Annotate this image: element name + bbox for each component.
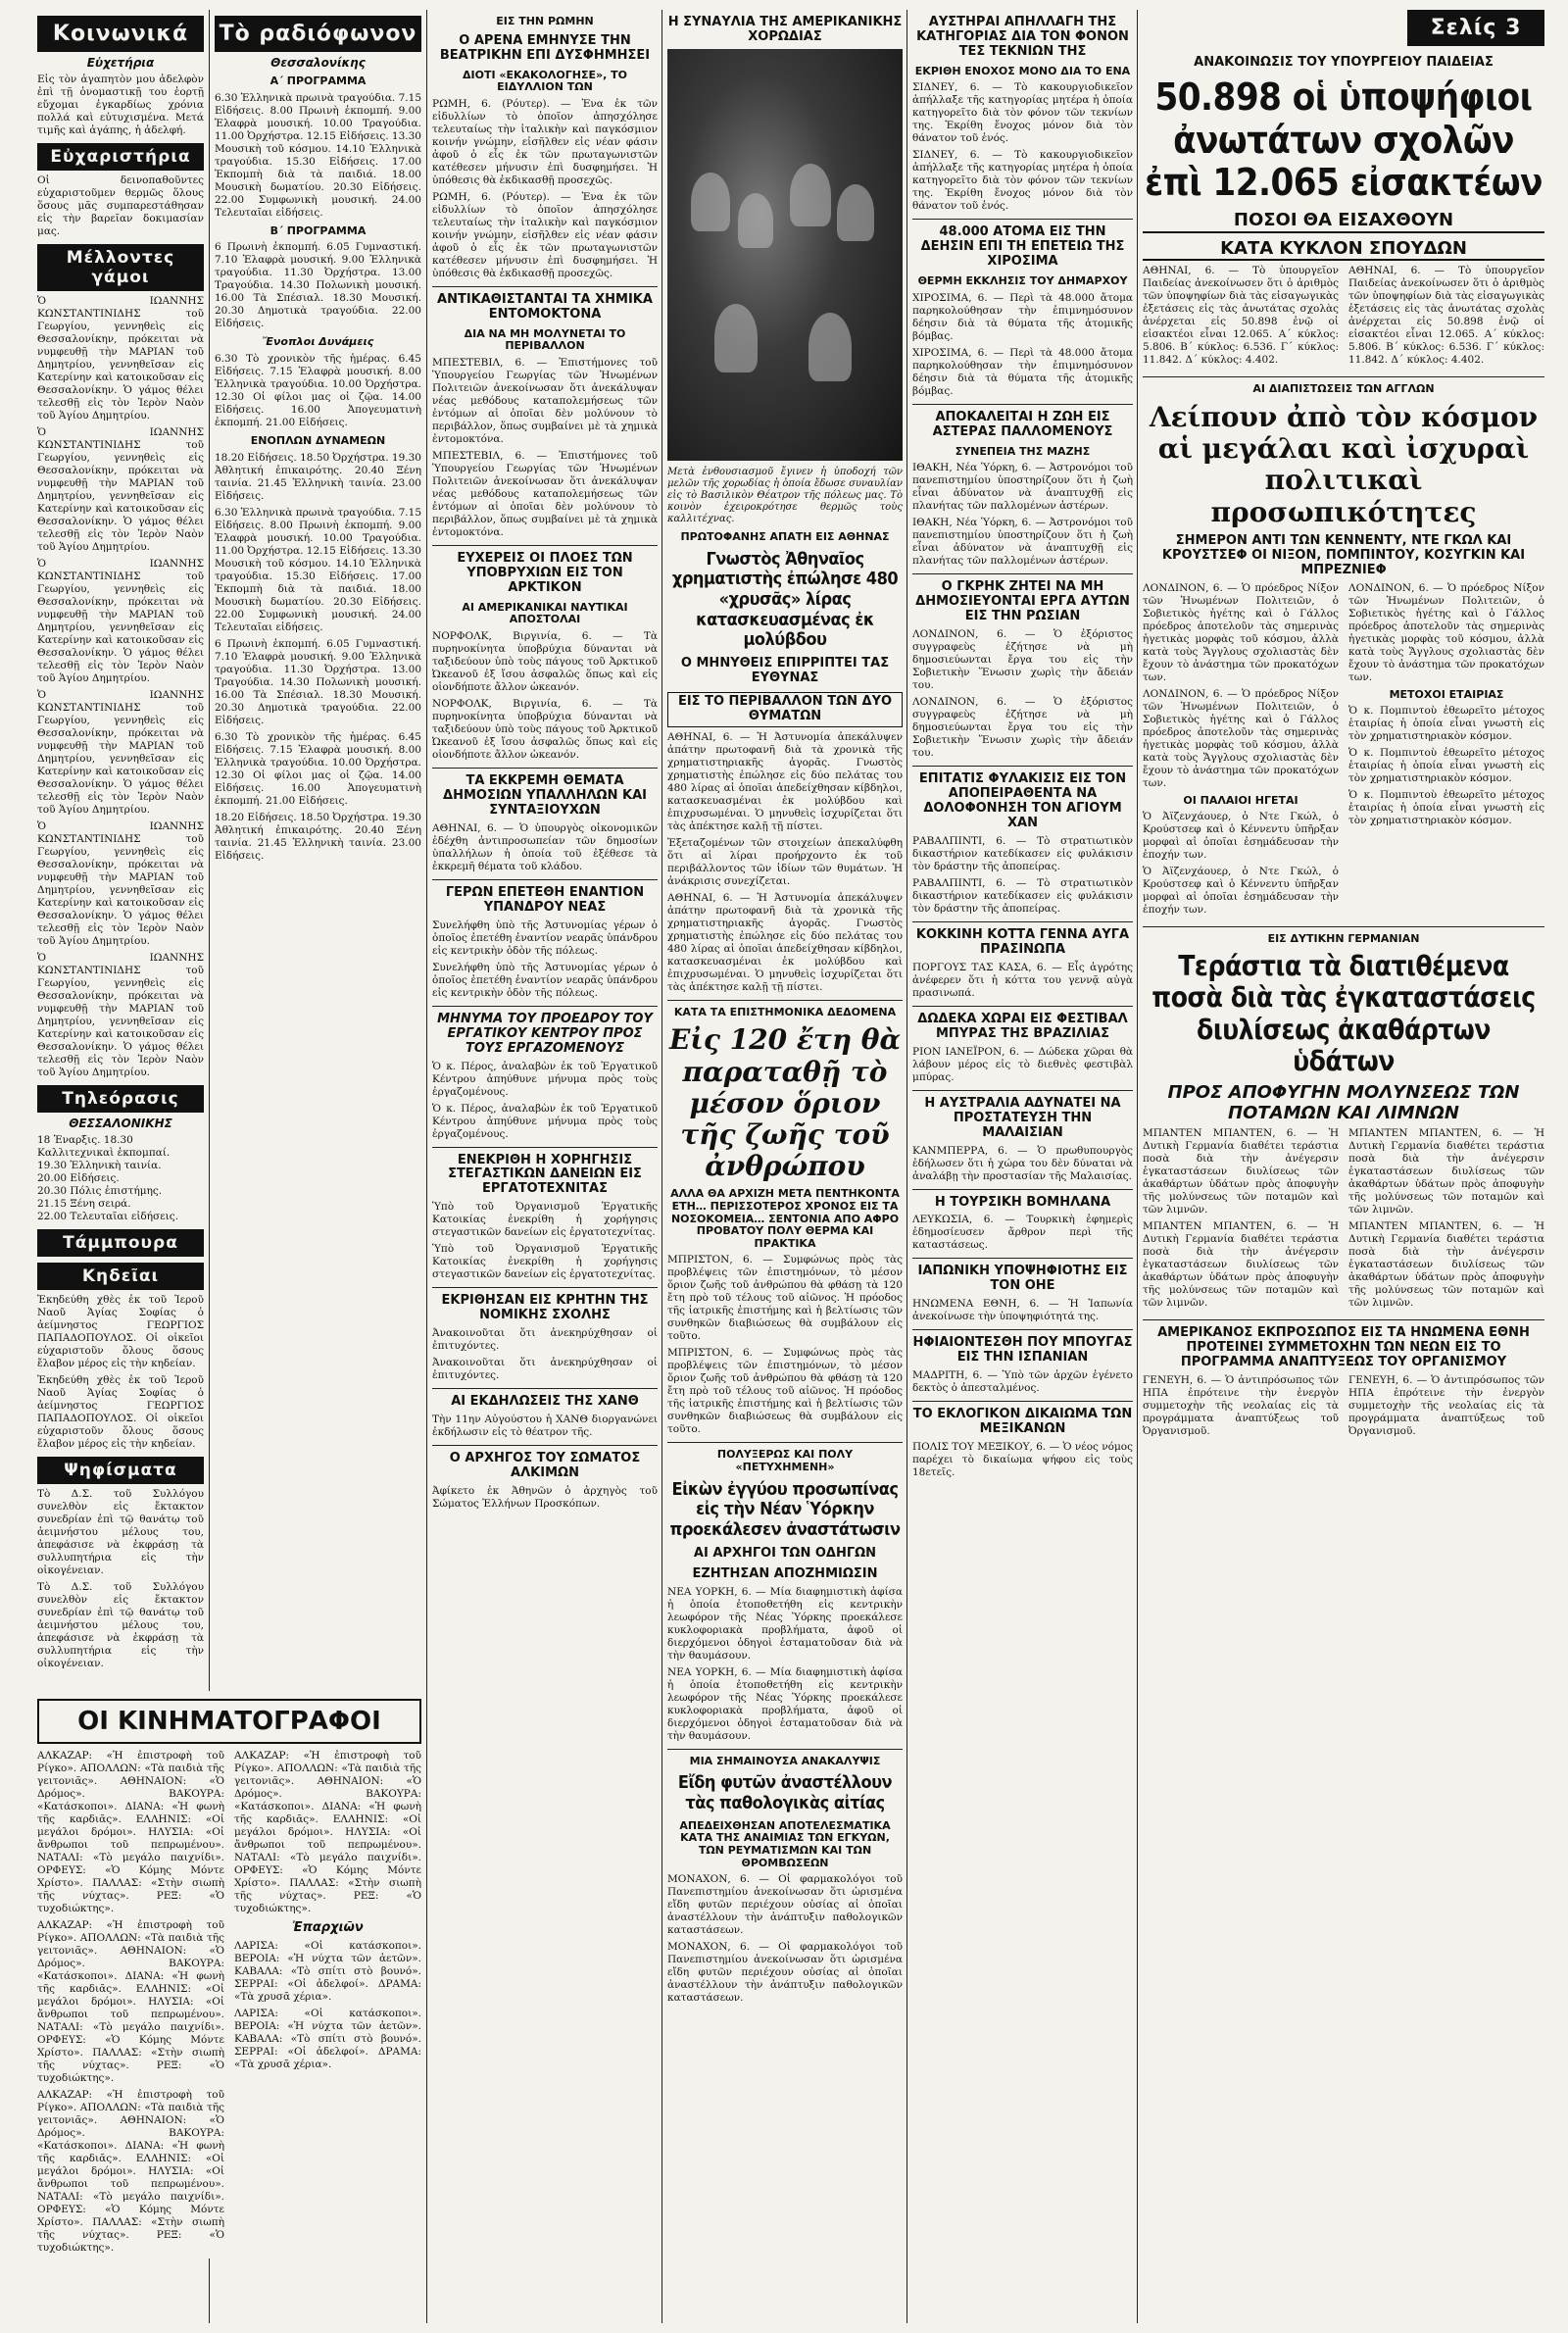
headline-kicker: ΠΡΩΤΟΦΑΝΗΣ ΑΠΑΤΗ ΕΙΣ ΑΘΗΝΑΣ — [680, 529, 890, 543]
article-text: ΣΙΔΝΕΥ, 6. — Τὸ κακουργιοδικεῖον ἀπήλλαξε τῆς κατηγορίας μητέρα ἡ ὁποία κατηγορεῖτο διὰ τὸν φόνον τῶν τεκνίων της. Ἐκρίθη ἔνοχος μόνον διὰ τὸν θάνατον τοῦ ἑνός. — [912, 149, 1133, 213]
tv-listing: 18 Ἐναρξις. 18.30 Καλλιτεχνικαὶ ἐκπομπαί. — [37, 1134, 171, 1159]
headline: Ο ΑΡΧΗΓΟΣ ΤΟΥ ΣΩΜΑΤΟΣ ΑΛΚΙΜΩΝ — [449, 1451, 641, 1481]
headline: ΑΝΤΙΚΑΘΙΣΤΑΝΤΑΙ ΤΑ ΧΗΜΙΚΑ ΕΝΤΟΜΟΚΤΟΝΑ — [437, 291, 653, 322]
article-text: ΛΟΝΔΙΝΟΝ, 6. — Ὁ ἐξόριστος συγγραφεὺς ἐζήτησε νὰ μὴ δημοσιεύωνται ἔργα του εἰς τὴν Σοβιετικὴν Ἕνωσιν χωρὶς τὴν ἄδειάν του. — [912, 628, 1133, 692]
article-text: ΜΠΑΝΤΕΝ ΜΠΑΝΤΕΝ, 6. — Ἡ Δυτικὴ Γερμανία διαθέτει τεράστια ποσὰ διὰ τὴν ἀνέγερσιν ἐγκαταστάσεων διυλίσεως τῶν ἀκαθάρτων ὑδάτων πρὸς ἀποφυγὴν τῆς μολύνσεως τῶν ποταμῶν καὶ τῶν λιμνῶν. — [1143, 1220, 1339, 1310]
article-text: ΜΟΝΑΧΟΝ, 6. — Οἱ φαρμακολόγοι τοῦ Πανεπιστημίου ἀνεκοίνωσαν ὅτι ὡρισμένα εἴδη φυτῶν περιέχουν οὐσίας αἱ ὁποῖαι ἀναστέλλουν τὴν ἀνάπτυξιν παθολογικῶν καταστάσεων. — [667, 1873, 903, 1937]
article-text: ΛΟΝΔΙΝΟΝ, 6. — Ὁ πρόεδρος Νίξον τῶν Ἡνωμένων Πολιτειῶν, ὁ Σοβιετικὸς ἡγέτης καὶ ὁ Γάλλος πρόεδρος ἀποτελοῦν τὰς σημερινὰς ἡγετικὰς μορφὰς τοῦ κόσμου, ἀλλὰ κατὰ τοὺς Ἄγγλους σχολιαστὰς δὲν ἔχουν τὸ ἀνάστημα τῶν προκατόχων των. — [1143, 581, 1339, 683]
headline: Η ΤΟΥΡΣΙΚΗ ΒΟΜΗΛΑΝΑ — [934, 1194, 1111, 1210]
headline: ΓΕΡΩΝ ΕΠΕΤΕΘΗ ΕΝΑΝΤΙΟΝ ΥΠΑΝΔΡΟΥ ΝΕΑΣ — [445, 884, 645, 915]
tv-listing: 20.00 Εἰδήσεις. — [37, 1172, 120, 1184]
article-text: Ἀνακοινοῦται ὅτι ἀνεκηρύχθησαν οἱ ἐπιτυχόντες. — [432, 1327, 658, 1353]
headline: ΤΟ ΕΚΛΟΓΙΚΟΝ ΔΙΚΑΙΩΜΑ ΤΩΝ ΜΕΞΙΚΑΝΩΝ — [912, 1407, 1133, 1437]
article-text: Ὁ ΙΩΑΝΝΗΣ ΚΩΝΣΤΑΝΤΙΝΙΔΗΣ τοῦ Γεωργίου, γεννηθεὶς εἰς Θεσσαλονίκην, πρόκειται νὰ νυμφευθῇ τὴν ΜΑΡΙΑΝ τοῦ Δημητρίου, γεννηθεῖσαν εἰς Κατερίνην καὶ κατοικοῦσαν εἰς Θεσσαλονίκην. Ὁ γάμος θέλει τελεσθῇ εἰς τὸν Ἱερὸν Ναὸν τοῦ Ἁγίου Δημητρίου. — [37, 558, 204, 684]
radio-listing: 6.30 Ἑλληνικὰ πρωινὰ τραγούδια. 7.15 Εἰδήσεις. 8.00 Πρωινὴ ἐκπομπή. 9.00 Ἐλαφρὰ μουσική. 10.00 Τραγούδια. 11.00 Ὀρχήστρα. 12.15 Εἰδήσεις. 13.30 Μουσικὴ τοῦ κόσμου. 14.10 Ἑλληνικὰ τραγούδια. 15.30 Εἰδήσεις. 17.00 Ἐκπομπὴ διὰ τὰ παιδιά. 18.00 Μουσικὴ δωματίου. 20.30 Εἰδήσεις. 22.00 Συμφωνικὴ μουσική. 24.00 Τελευταῖαι εἰδήσεις. — [215, 506, 421, 633]
article-text: ΑΘΗΝΑΙ, 6. — Ὁ ὑπουργὸς οἰκονομικῶν ἐδέχθη ἀντιπροσωπείαν τῶν δημοσίων ὑπαλλήλων ἡ ὁποία τοῦ ἐξέθεσε τὰ ἐκκρεμῆ θέματα τοῦ κλάδου. — [432, 821, 658, 872]
article-text: ΡΑΒΑΛΠΙΝΤΙ, 6. — Τὸ στρατιωτικὸν δικαστήριον κατεδίκασεν εἰς φυλάκισιν τὸν δράστην τῆς ἀποπείρας. — [912, 834, 1133, 872]
article-text: ΑΘΗΝΑΙ, 6. — Ἡ Ἀστυνομία ἀπεκάλυψεν ἀπάτην πρωτοφανῆ διὰ τὰ χρονικὰ τῆς χρηματιστηριακῆς ἀγορᾶς. Γνωστὸς χρηματιστὴς ἐπώλησε εἰς δύο πελάτας του 480 λίρας αἱ ὁποῖαι ἀπεδείχθησαν κίβδηλοι, κατασκευασμέναι ἐκ μολύβδου καὶ ἐπιχρυσωμέναι. Ὁ μηνυθεὶς ἰσχυρίζεται ὅτι τὰς ἀπέκτησε καλῇ τῇ πίστει. — [667, 730, 903, 832]
article-text: ΜΠΑΝΤΕΝ ΜΠΑΝΤΕΝ, 6. — Ἡ Δυτικὴ Γερμανία διαθέτει τεράστια ποσὰ διὰ τὴν ἀνέγερσιν ἐγκαταστάσεων διυλίσεως τῶν ἀκαθάρτων ὑδάτων πρὸς ἀποφυγὴν τῆς μολύνσεως τῶν ποταμῶν καὶ τῶν λιμνῶν. — [1143, 1127, 1339, 1216]
article-text: ΑΘΗΝΑΙ, 6. — Τὸ ὑπουργεῖον Παιδείας ἀνεκοίνωσεν ὅτι ὁ ἀριθμὸς τῶν ὑποψηφίων διὰ τὰς εἰσαγωγικὰς ἐξετάσεις εἰς τὰς ἀνωτάτας σχολὰς ἀνέρχεται εἰς 50.898 ἐνῷ οἱ εἰσακτέοι εἶναι 12.065. Α΄ κύκλος: 5.806. Β΄ κύκλος: 6.536. Γ΄ κύκλος: 11.842. Δ΄ κύκλος: 4.402. — [1143, 265, 1339, 367]
article-text: ΜΠΡΙΣΤΟΝ, 6. — Συμφώνως πρὸς τὰς προβλέψεις τῶν ἐπιστημόνων, τὸ μέσον ὅριον ζωῆς τοῦ ἀνθρώπου θὰ φθάσῃ τὰ 120 ἔτη πρὸ τοῦ τέλους τοῦ αἰῶνος. Ἡ πρόοδος τῆς ἰατρικῆς ἐπιστήμης καὶ ἡ βελτίωσις τῶν συνθηκῶν διαβιώσεως θὰ συμβάλουν εἰς τοῦτο. — [667, 1347, 903, 1436]
section-banner-resolutions: Ψηφίσματα — [37, 1457, 204, 1484]
article-text: Ὁ κ. Πομπιντοὺ ἐθεωρεῖτο μέτοχος ἑταιρίας ἡ ὁποία εἶναι γνωστὴ εἰς τὸν χρηματιστηριακὸν κόσμον. — [1348, 746, 1544, 784]
headline-main: Εἴδη φυτῶν ἀναστέλλουν τὰς παθολογικὰς αἰτίας — [677, 1772, 893, 1814]
article-text: ΜΠΕΣΤΕΒΙΛ, 6. — Ἐπιστήμονες τοῦ Ὑπουργείου Γεωργίας τῶν Ἡνωμένων Πολιτειῶν ἀνεκοίνωσαν ὅτι ἀνεκάλυψαν νέας μεθόδους καταπολεμήσεως τῶν ἐντόμων αἱ ὁποῖαι δὲν μολύνουν τὸ περιβάλλον, ὅπως συμβαίνει μὲ τὰ χημικὰ ἐντομοκτόνα. — [432, 449, 658, 538]
headline-sub: ΣΗΜΕΡΟΝ ΑΝΤΙ ΤΩΝ ΚΕΝΝΕΝΤΥ, ΝΤΕ ΓΚΩΛ ΚΑΙ ΚΡΟΥΣΤΣΕΦ ΟΙ ΝΙΞΟΝ, ΠΟΜΠΙΝΤΟΥ, ΚΟΣΥΓΚΙΝ ΚΑΙ ΜΠΡΕΖΝΙΕΦ — [1161, 532, 1526, 577]
cinema-listing: ΑΛΚΑΖΑΡ: «Ἡ ἐπιστροφὴ τοῦ Ρίγκο». ΑΠΟΛΛΩΝ: «Τὰ παιδιὰ τῆς γειτονιᾶς». ΑΘΗΝΑΙΟΝ: «Ὁ Δρόμος». ΒΑΚΟΥΡΑ: «Κατάσκοποι». ΔΙΑΝΑ: «Ἡ φωνὴ τῆς καρδιᾶς». ΕΛΛΗΝΙΣ: «Οἱ μεγάλοι δρόμοι». ΗΛΥΣΙΑ: «Οἱ ἄνθρωποι τοῦ πεπρωμένου». ΝΑΤΑΛΙ: «Τὸ μεγάλο παιχνίδι». ΟΡΦΕΥΣ: «Ὁ Κόμης Μόντε Χρίστο». ΠΑΛΛΑΣ: «Στὴν σιωπὴ τῆς νύχτας». ΡΕΞ: «Ὁ τυχοδιώκτης». — [234, 1750, 421, 1914]
headline: ΕΚΡΙΘΗΣΑΝ ΕΙΣ ΚΡΗΤΗΝ ΤΗΣ ΝΟΜΙΚΗΣ ΣΧΟΛΗΣ — [441, 1293, 649, 1323]
headline-sub: ΔΙΑ ΝΑ ΜΗ ΜΟΛΥΝΕΤΑΙ ΤΟ ΠΕΡΙΒΑΛΛΟΝ — [464, 326, 626, 353]
headline: Ο ΓΚΡΗΚ ΖΗΤΕΙ ΝΑ ΜΗ ΔΗΜΟΣΙΕΥΟΝΤΑΙ ΕΡΓΑ ΑΥΤΩΝ ΕΙΣ ΤΗΝ ΡΩΣΙΑΝ — [915, 579, 1130, 624]
article-text: Ὁ ΙΩΑΝΝΗΣ ΚΩΝΣΤΑΝΤΙΝΙΔΗΣ τοῦ Γεωργίου, γεννηθεὶς εἰς Θεσσαλονίκην, πρόκειται νὰ νυμφευθῇ τὴν ΜΑΡΙΑΝ τοῦ Δημητρίου, γεννηθεῖσαν εἰς Κατερίνην καὶ κατοικοῦσαν εἰς Θεσσαλονίκην. Ὁ γάμος θέλει τελεσθῇ εἰς τὸν Ἱερὸν Ναὸν τοῦ Ἁγίου Δημητρίου. — [37, 952, 204, 1078]
headline-sub: ΔΙΟΤΙ «ΕΚΑΚΟΛΟΓΗΣΕ», ΤΟ ΕΙΔΥΛΛΙΟΝ ΤΩΝ — [463, 68, 627, 94]
article-text: Τὸ Δ.Σ. τοῦ Συλλόγου συνελθὸν εἰς ἔκτακτον συνεδρίαν ἐπὶ τῷ θανάτῳ τοῦ ἀειμνήστου μέλους του, ἀπεφάσισε νὰ ἐκφράσῃ τὰ συλλυπητήρια εἰς τὴν οἰκογένειαν. — [37, 1581, 204, 1669]
radio-listing: 6.30 Τὸ χρονικὸν τῆς ἡμέρας. 6.45 Εἰδήσεις. 7.15 Ἐλαφρὰ μουσική. 8.00 Ἐλληνικὰ τραγούδια. 10.00 Ὀρχήστρα. 12.30 Οἱ φίλοι μας οἱ ζῷα. 14.00 Εἰδήσεις. 16.00 Ἀπογευματινὴ ἐκπομπή. 21.00 Εἰδήσεις. — [215, 352, 421, 428]
article-text: ΝΟΡΦΟΛΚ, Βιργινία, 6. — Τὰ πυρηνοκίνητα ὑποβρύχια δύνανται νὰ ταξιδεύουν ὑπὸ τοὺς πάγους τοῦ Ἀρκτικοῦ Ὠκεανοῦ ἐξ ἴσου ἀσφαλῶς ὅπως καὶ εἰς οἱονδήποτε ἄλλον ὠκεανόν. — [432, 630, 658, 694]
article-text: ΓΕΝΕΥΗ, 6. — Ὁ ἀντιπρόσωπος τῶν ΗΠΑ ἐπρότεινε τὴν ἐνεργὸν συμμετοχὴν τῆς νεολαίας εἰς τὰ προγράμματα ἀναπτύξεως τοῦ Ὀργανισμοῦ. — [1348, 1374, 1544, 1438]
province-heading: Ἐπαρχιῶν — [292, 1920, 364, 1935]
section-banner-tambourine: Τάμμπουρα — [37, 1229, 204, 1257]
headline-sub: ΘΕΡΜΗ ΕΚΚΛΗΣΙΣ ΤΟΥ ΔΗΜΑΡΧΟΥ — [917, 274, 1128, 288]
article-text: ΡΩΜΗ, 6. (Ρόυτερ). — Ἑνα ἐκ τῶν εἰδυλλίων τὸ ὁποῖον ἀπησχόλησε τελευταίως τὴν ἰταλικὴν καὶ παγκόσμιον κοινήν γνώμην, εἰσῆλθεν εἰς νέαν φάσιν ἀφοῦ ὁ εἷς ἐκ τῶν πρωταγωνιστῶν κατέθεσεν μήνυσιν ἐπὶ δυσφημήσει. Ἡ ὑπόθεσις θὰ ἐκδικασθῇ προσεχῶς. — [432, 97, 658, 186]
program-heading: Β΄ ΠΡΟΓΡΑΜΜΑ — [270, 223, 367, 237]
headline-sub: ΕΖΗΤΗΣΑΝ ΑΠΟΖΗΜΙΩΣΙΝ — [692, 1565, 878, 1581]
section-subtitle: ΘΕΣΣΑΛΟΝΙΚΗΣ — [69, 1117, 172, 1130]
column-rule — [906, 10, 907, 2323]
article-text: Συνελήφθη ὑπὸ τῆς Ἀστυνομίας γέρων ὁ ὁποῖος ἐπετέθη ἐναντίον νεαρᾶς ὑπάνδρου εἰς κεντρικὴν ὁδὸν τῆς πόλεως. — [432, 918, 658, 957]
section-banner-radio: Τὸ ραδιόφωνον — [215, 16, 421, 52]
headline-main: Τεράστια τὰ διατιθέμενα ποσὰ διὰ τὰς ἐγκαταστάσεις διυλίσεως ἀκαθάρτων ὑδάτων — [1152, 950, 1536, 1077]
headline-kicker: ΕΙΣ ΔΥΤΙΚΗΝ ΓΕΡΜΑΝΙΑΝ — [1267, 931, 1420, 945]
headline-sub: ΑΙ ΑΡΧΗΓΟΙ ΤΩΝ ΟΔΗΓΩΝ — [693, 1545, 877, 1561]
article-text: Ἐκηδεύθη χθὲς ἐκ τοῦ Ἱεροῦ Ναοῦ Ἁγίας Σοφίας ὁ ἀείμνηστος ΓΕΩΡΓΙΟΣ ΠΑΠΑΔΟΠΟΥΛΟΣ. Οἱ οἰκεῖοι εὐχαριστοῦν ὅλους ὅσους ἔλαβον μέρος εἰς τὴν κηδείαν. — [37, 1374, 204, 1450]
headline-kicker: ΠΟΛΥΞΕΡΩΣ ΚΑΙ ΠΟΛΥ «ΠΕΤΥΧΗΜΕΝΗ» — [716, 1448, 854, 1474]
headline: ΚΟΚΚΙΝΗ ΚΟΤΤΑ ΓΕΝΝΑ ΑΥΓΑ ΠΡΑΣΙΝΩΠΑ — [915, 926, 1130, 957]
article-text: ΣΙΔΝΕΥ, 6. — Τὸ κακουργιοδικεῖον ἀπήλλαξε τῆς κατηγορίας μητέρα ἡ ὁποία κατηγορεῖτο διὰ τὸν φόνον τῶν τεκνίων της. Ἐκρίθη ἔνοχος μόνον διὰ τὸν θάνατον τοῦ ἑνός. — [912, 81, 1133, 145]
column-news-6 — [1143, 10, 1544, 1442]
article-text: ΙΘΑΚΗ, Νέα Ὑόρκη, 6. — Ἀστρονόμοι τοῦ πανεπιστημίου ὑποστηρίζουν ὅτι ἡ ζωὴ εἶναι ἀδύνατον νὰ ἀναπτυχθῇ εἰς πλανήτας τῶν παλλομένων ἀστέρων. — [912, 517, 1133, 568]
subhead: ΜΕΤΟΧΟΙ ΕΤΑΙΡΙΑΣ — [1389, 687, 1504, 701]
headline-kicker: ΑΝΑΚΟΙΝΩΣΙΣ ΤΟΥ ΥΠΟΥΡΓΕΙΟΥ ΠΑΙΔΕΙΑΣ — [1194, 55, 1494, 70]
headline-sub: ΑΙ ΑΜΕΡΙΚΑΝΙΚΑΙ ΝΑΥΤΙΚΑΙ ΑΠΟΣΤΟΛΑΙ — [462, 600, 628, 626]
headline: Η ΣΥΝΑΥΛΙΑ ΤΗΣ ΑΜΕΡΙΚΑΝΙΚΗΣ ΧΟΡΩΔΙΑΣ — [667, 15, 903, 44]
headline: ΜΗΝΥΜΑ ΤΟΥ ΠΡΟΕΔΡΟΥ ΤΟΥ ΕΡΓΑΤΙΚΟΥ ΚΕΝΤΡΟΥ ΠΡΟΣ ΤΟΥΣ ΕΡΓΑΖΟΜΕΝΟΥΣ — [437, 1011, 653, 1056]
section-banner-funerals: Κηδεῖαι — [37, 1263, 204, 1290]
column-news-5 — [912, 10, 1133, 1483]
headline-main: Εἰκὼν ἐγγύου προσωπίνας εἰς τὴν Νέαν Ὑόρκην προεκάλεσεν ἀναστάτωσιν — [669, 1478, 901, 1541]
article-text: ΧΙΡΟΣΙΜΑ, 6. — Περὶ τὰ 48.000 ἄτομα παρηκολούθησαν τὴν ἐπιμνημόσυνον δέησιν διὰ τὰ θύματα τῆς ἀτομικῆς βόμβας. — [912, 346, 1133, 397]
article-text: Ὑπὸ τοῦ Ὀργανισμοῦ Ἐργατικῆς Κατοικίας ἐνεκρίθη ἡ χορήγησις στεγαστικῶν δανείων εἰς ἐργατοτεχνίτας. — [432, 1243, 658, 1281]
photo-caption: Μετὰ ἐνθουσιασμοῦ ἔγινεν ἡ ὑποδοχή τῶν μελῶν τῆς χορωδίας ἡ ὁποία ἔδωσε συναυλίαν εἰς τὸ Βασιλικὸν Θέατρον τῆς πόλεως μας. Τὸ κοινὸν ἐχειροκρότησε θερμῶς τοὺς καλλιτέχνας. — [667, 466, 903, 524]
article-text: Ὁ κ. Πομπιντοὺ ἐθεωρεῖτο μέτοχος ἑταιρίας ἡ ὁποία εἶναι γνωστὴ εἰς τὸν χρηματιστηριακὸν κόσμον. — [1348, 788, 1544, 826]
article-text: ΡΩΜΗ, 6. (Ρόυτερ). — Ἑνα ἐκ τῶν εἰδυλλίων τὸ ὁποῖον ἀπησχόλησε τελευταίως τὴν ἰταλικὴν καὶ παγκόσμιον κοινήν γνώμην, εἰσῆλθεν εἰς νέαν φάσιν ἀφοῦ ὁ εἷς ἐκ τῶν πρωταγωνιστῶν κατέθεσεν μήνυσιν ἐπὶ δυσφημήσει. Ἡ ὑπόθεσις θὰ ἐκδικασθῇ προσεχῶς. — [432, 190, 658, 279]
article-text: Τὴν 11ην Αὐγούστου ἡ ΧΑΝΘ διοργανώνει ἐκδήλωσιν εἰς τὸ θέατρον τῆς. — [432, 1414, 658, 1439]
article-text: ΜΠΑΝΤΕΝ ΜΠΑΝΤΕΝ, 6. — Ἡ Δυτικὴ Γερμανία διαθέτει τεράστια ποσὰ διὰ τὴν ἀνέγερσιν ἐγκαταστάσεων διυλίσεως τῶν ἀκαθάρτων ὑδάτων πρὸς ἀποφυγὴν τῆς μολύνσεως τῶν ποταμῶν καὶ τῶν λιμνῶν. — [1348, 1127, 1544, 1216]
column-radio — [215, 10, 421, 867]
headline-kicker: ΕΙΣ ΤΗΝ ΡΩΜΗΝ — [496, 15, 594, 27]
article-text: ΡΙΟΝ ΙΑΝΕΪΡΟΝ, 6. — Δώδεκα χῶραι θὰ λάβουν μέρος εἰς τὸ διεθνὲς φεστιβὰλ μπύρας. — [912, 1045, 1133, 1083]
column-rule — [426, 10, 427, 2323]
article-text: Ὁ κ. Πέρος, ἀναλαβὼν ἐκ τοῦ Ἐργατικοῦ Κέντρου ἀπηύθυνε μήνυμα πρὸς τοὺς ἐργαζομένους. — [432, 1060, 658, 1098]
page-number-banner: Σελίς 3 — [1407, 10, 1544, 46]
article-text: ΠΟΛΙΣ ΤΟΥ ΜΕΞΙΚΟΥ, 6. — Ὁ νέος νόμος παρέχει τὸ δικαίωμα ψήφου εἰς τοὺς 18ετεῖς. — [912, 1441, 1133, 1479]
headline-kicker: ΜΙΑ ΣΗΜΑΙΝΟΥΣΑ ΑΝΑΚΑΛΥΨΙΣ — [689, 1754, 881, 1767]
headline-sub: ΕΚΡΙΘΗ ΕΝΟΧΟΣ ΜΟΝΟ ΔΙΑ ΤΟ ΕΝΑ — [914, 64, 1131, 77]
headline: ΕΠΙΤΑΤΙΣ ΦΥΛΑΚΙΣΙΣ ΕΙΣ ΤΟΝ ΑΠΟΠΕΙΡΑΘΕΝΤΑ ΝΑ ΔΟΛΟΦΟΝΗΣΗ ΤΟΝ ΑΓΙΟΥΜ ΧΑΝ — [918, 771, 1127, 831]
section-banner-tv: Τηλεόρασις — [37, 1085, 204, 1113]
article-text: Ὁ ΙΩΑΝΝΗΣ ΚΩΝΣΤΑΝΤΙΝΙΔΗΣ τοῦ Γεωργίου, γεννηθεὶς εἰς Θεσσαλονίκην, πρόκειται νὰ νυμφευθῇ τὴν ΜΑΡΙΑΝ τοῦ Δημητρίου, γεννηθεῖσαν εἰς Κατερίνην καὶ κατοικοῦσαν εἰς Θεσσαλονίκην. Ὁ γάμος θέλει τελεσθῇ εἰς τὸν Ἱερὸν Ναὸν τοῦ Ἁγίου Δημητρίου. — [37, 820, 204, 947]
article-text: ΧΙΡΟΣΙΜΑ, 6. — Περὶ τὰ 48.000 ἄτομα παρηκολούθησαν τὴν ἐπιμνημόσυνον δέησιν διὰ τὰ θύματα τῆς ἀτομικῆς βόμβας. — [912, 291, 1133, 342]
cinema-listing: ΑΛΚΑΖΑΡ: «Ἡ ἐπιστροφὴ τοῦ Ρίγκο». ΑΠΟΛΛΩΝ: «Τὰ παιδιὰ τῆς γειτονιᾶς». ΑΘΗΝΑΙΟΝ: «Ὁ Δρόμος». ΒΑΚΟΥΡΑ: «Κατάσκοποι». ΔΙΑΝΑ: «Ἡ φωνὴ τῆς καρδιᾶς». ΕΛΛΗΝΙΣ: «Οἱ μεγάλοι δρόμοι». ΗΛΥΣΙΑ: «Οἱ ἄνθρωποι τοῦ πεπρωμένου». ΝΑΤΑΛΙ: «Τὸ μεγάλο παιχνίδι». ΟΡΦΕΥΣ: «Ὁ Κόμης Μόντε Χρίστο». ΠΑΛΛΑΣ: «Στὴν σιωπὴ τῆς νύχτας». ΡΕΞ: «Ὁ τυχοδιώκτης». — [37, 1750, 224, 1914]
article-text: ΚΑΝΜΠΕΡΡΑ, 6. — Ὁ πρωθυπουργὸς ἐδήλωσεν ὅτι ἡ χώρα του δὲν δύναται νὰ ἀναλάβῃ τὴν προστασίαν τῆς Μαλαισίας. — [912, 1144, 1133, 1182]
tv-listing: 22.00 Τελευταῖαι εἰδήσεις. — [37, 1211, 178, 1222]
headline: ΤΑ ΕΚΚΡΕΜΗ ΘΕΜΑΤΑ ΔΗΜΟΣΙΩΝ ΥΠΑΛΛΗΛΩΝ ΚΑΙ ΣΥΝΤΑΞΙΟΥΧΩΝ — [443, 773, 647, 818]
headline: ΕΝΕΚΡΙΘΗ Η ΧΟΡΗΓΗΣΙΣ ΣΤΕΓΑΣΤΙΚΩΝ ΔΑΝΕΙΩΝ ΕΙΣ ΕΡΓΑΤΟΤΕΧΝΙΤΑΣ — [448, 1152, 642, 1197]
article-text: ΝΟΡΦΟΛΚ, Βιργινία, 6. — Τὰ πυρηνοκίνητα ὑποβρύχια δύνανται νὰ ταξιδεύουν ὑπὸ τοὺς πάγους τοῦ Ἀρκτικοῦ Ὠκεανοῦ ἐξ ἴσου ἀσφαλῶς ὅπως καὶ εἰς οἱονδήποτε ἄλλον ὠκεανόν. — [432, 698, 658, 762]
section-subtitle: Εὐχετήρια — [86, 56, 155, 70]
headline-sub: ΚΑΤΑ ΚΥΚΛΟΝ ΣΠΟΥΔΩΝ — [1143, 239, 1544, 262]
article-text: ΑΘΗΝΑΙ, 6. — Τὸ ὑπουργεῖον Παιδείας ἀνεκοίνωσεν ὅτι ὁ ἀριθμὸς τῶν ὑποψηφίων διὰ τὰς εἰσαγωγικὰς ἐξετάσεις εἰς τὰς ἀνωτάτας σχολὰς ἀνέρχεται εἰς 50.898 ἐνῷ οἱ εἰσακτέοι εἶναι 12.065. Α΄ κύκλος: 5.806. Β΄ κύκλος: 6.536. Γ΄ κύκλος: 11.842. Δ΄ κύκλος: 4.402. — [1348, 265, 1544, 367]
program-heading: Α΄ ΠΡΟΓΡΑΜΜΑ — [270, 74, 367, 87]
headline-main: Λείπουν ἀπὸ τὸν κόσμον αἱ μεγάλαι καὶ ἰσχυραὶ πολιτικαὶ προσωπικότητες — [1149, 401, 1539, 528]
article-text: Ἐξεταζομένων τῶν στοιχείων ἀπεκαλύφθη ὅτι αἱ λίραι προήρχοντο ἐκ τοῦ περιβάλλοντος τῶν ἰδίων τῶν θυμάτων. Ἡ ἀνάκρισις συνεχίζεται. — [667, 836, 903, 887]
article-text: ΛΕΥΚΩΣΙΑ, 6. — Τουρκικὴ ἐφημερὶς ἐδημοσίευσεν ἄρθρον περὶ τῆς καταστάσεως. — [912, 1214, 1133, 1252]
cinema-title: ΟΙ ΚΙΝΗΜΑΤΟΓΡΑΦΟΙ — [37, 1699, 421, 1744]
cinema-section — [37, 1691, 421, 2259]
headline: Η ΑΥΣΤΡΑΛΙΑ ΑΔΥΝΑΤΕΙ ΝΑ ΠΡΟΣΤΑΤΕΥΣΗ ΤΗΝ ΜΑΛΑΙΣΙΑΝ — [924, 1095, 1121, 1140]
article-text: Ὑπὸ τοῦ Ὀργανισμοῦ Ἐργατικῆς Κατοικίας ἐνεκρίθη ἡ χορήγησις στεγαστικῶν δανείων εἰς ἐργατοτεχνίτας. — [432, 1201, 658, 1239]
tv-listing: 20.30 Πόλις ἐπιστήμης. — [37, 1185, 163, 1197]
headline: ΑΙ ΕΚΔΗΛΩΣΕΙΣ ΤΗΣ ΧΑΝΘ — [451, 1394, 639, 1410]
article-text: ΙΘΑΚΗ, Νέα Ὑόρκη, 6. — Ἀστρονόμοι τοῦ πανεπιστημίου ὑποστηρίζουν ὅτι ἡ ζωὴ εἶναι ἀδύνατον νὰ ἀναπτυχθῇ εἰς πλανήτας τῶν παλλομένων ἀστέρων. — [912, 462, 1133, 513]
section-subtitle: Θεσσαλονίκης — [270, 56, 366, 70]
article-text: Τὸ Δ.Σ. τοῦ Συλλόγου συνελθὸν εἰς ἔκτακτον συνεδρίαν ἐπὶ τῷ θανάτῳ τοῦ ἀειμνήστου μέλους του, ἀπεφάσισε νὰ ἐκφράσῃ τὰ συλλυπητήρια εἰς τὴν οἰκογένειαν. — [37, 1488, 204, 1576]
radio-listing: 18.20 Εἰδήσεις. 18.50 Ὀρχήστρα. 19.30 Ἀθλητική ἐπικαιρότης. 20.40 Ξένη ταινία. 21.45 Ἑλληνικὴ ταινία. 23.00 Εἰδήσεις. — [215, 451, 421, 502]
section-banner-social: Κοινωνικά — [37, 16, 204, 52]
cinema-listing: ΑΛΚΑΖΑΡ: «Ἡ ἐπιστροφὴ τοῦ Ρίγκο». ΑΠΟΛΛΩΝ: «Τὰ παιδιὰ τῆς γειτονιᾶς». ΑΘΗΝΑΙΟΝ: «Ὁ Δρόμος». ΒΑΚΟΥΡΑ: «Κατάσκοποι». ΔΙΑΝΑ: «Ἡ φωνὴ τῆς καρδιᾶς». ΕΛΛΗΝΙΣ: «Οἱ μεγάλοι δρόμοι». ΗΛΥΣΙΑ: «Οἱ ἄνθρωποι τοῦ πεπρωμένου». ΝΑΤΑΛΙ: «Τὸ μεγάλο παιχνίδι». ΟΡΦΕΥΣ: «Ὁ Κόμης Μόντε Χρίστο». ΠΑΛΛΑΣ: «Στὴν σιωπὴ τῆς νύχτας». ΡΕΞ: «Ὁ τυχοδιώκτης». — [37, 1919, 224, 2084]
headline-sub: ΠΟΣΟΙ ΘΑ ΕΙΣΑΧΘΟΥΝ — [1143, 211, 1544, 233]
headline: ΗΦΙΑΙΟΝΤΕΣΘΗ ΠΟΥ ΜΠΟΥΓΑΣ ΕΙΣ ΤΗΝ ΙΣΠΑΝΙΑΝ — [912, 1335, 1133, 1365]
article-text: ΛΟΝΔΙΝΟΝ, 6. — Ὁ ἐξόριστος συγγραφεὺς ἐζήτησε νὰ μὴ δημοσιεύωνται ἔργα του εἰς τὴν Σοβιετικὴν Ἕνωσιν χωρὶς τὴν ἄδειάν του. — [912, 696, 1133, 760]
article-text: Ὁ κ. Πομπιντοὺ ἐθεωρεῖτο μέτοχος ἑταιρίας ἡ ὁποία εἶναι γνωστὴ εἰς τὸν χρηματιστηριακὸν κόσμον. — [1348, 704, 1544, 742]
section-banner-weddings: Μέλλοντες γάμοι — [37, 244, 204, 291]
headline: ΙΑΠΩΝΙΚΗ ΥΠΟΨΗΦΙΟΤΗΣ ΕΙΣ ΤΟΝ ΟΗΕ — [917, 1264, 1128, 1294]
article-text: ΝΕΑ ΥΟΡΚΗ, 6. — Μία διαφημιστικὴ ἀφίσα ἡ ὁποία ἐτοποθετήθη εἰς κεντρικὴν λεωφόρον τῆς Νέας Ὑόρκης προεκάλεσε κυκλοφοριακὰ προβλήματα, ἀφοῦ οἱ διερχόμενοι ὁδηγοὶ ἐσταματοῦσαν διὰ νὰ τὴν θαυμάσουν. — [667, 1585, 903, 1662]
headline-sub: ΑΠΕΔΕΙΧΘΗΣΑΝ ΑΠΟΤΕΛΕΣΜΑΤΙΚΑ ΚΑΤΑ ΤΗΣ ΑΝΑΙΜΙΑΣ ΤΩΝ ΕΓΚΥΩΝ, ΤΩΝ ΡΕΥΜΑΤΙΣΜΩΝ ΚΑΙ ΤΩΝ ΘΡΟΜΒΩΣΕΩΝ — [679, 1818, 891, 1869]
headline-main: Εἰς 120 ἔτη θὰ παραταθῇ τὸ μέσον ὅριον τῆς ζωῆς τοῦ ἀνθρώπου — [668, 1023, 902, 1183]
province-listing: ΛΑΡΙΣΑ: «Οἱ κατάσκοποι». ΒΕΡΟΙΑ: «Ἡ νύχτα τῶν ἀετῶν». ΚΑΒΑΛΑ: «Τὸ σπίτι στὸ βουνό». ΣΕΡΡΑΙ: «Οἱ ἀδελφοί». ΔΡΑΜΑ: «Τὰ χρυσᾶ χέρια». — [234, 2007, 421, 2070]
program-heading: Ἔνοπλοι Δυνάμεις — [262, 335, 374, 349]
article-text: ΛΟΝΔΙΝΟΝ, 6. — Ὁ πρόεδρος Νίξον τῶν Ἡνωμένων Πολιτειῶν, ὁ Σοβιετικὸς ἡγέτης καὶ ὁ Γάλλος πρόεδρος ἀποτελοῦν τὰς σημερινὰς ἡγετικὰς μορφὰς τοῦ κόσμου, ἀλλὰ κατὰ τοὺς Ἄγγλους σχολιαστὰς δὲν ἔχουν τὸ ἀνάστημα τῶν προκατόχων των. — [1143, 687, 1339, 789]
headline: 48.000 ΑΤΟΜΑ ΕΙΣ ΤΗΝ ΔΕΗΣΙΝ ΕΠΙ ΤΗ ΕΠΕΤΕΙΩ ΤΗΣ ΧΙΡΟΣΙΜΑ — [920, 224, 1125, 270]
article-text: Ἀνακοινοῦται ὅτι ἀνεκηρύχθησαν οἱ ἐπιτυχόντες. — [432, 1357, 658, 1382]
article-text: ΜΠΑΝΤΕΝ ΜΠΑΝΤΕΝ, 6. — Ἡ Δυτικὴ Γερμανία διαθέτει τεράστια ποσὰ διὰ τὴν ἀνέγερσιν ἐγκαταστάσεων διυλίσεως τῶν ἀκαθάρτων ὑδάτων πρὸς ἀποφυγὴν τῆς μολύνσεως τῶν ποταμῶν καὶ τῶν λιμνῶν. — [1348, 1220, 1544, 1310]
radio-listing: 6 Πρωινὴ ἐκπομπή. 6.05 Γυμναστική. 7.10 Ἑλαφρὰ μουσική. 9.00 Ἐλληνικὰ τραγούδια. 11.30 Ὀρχήστρα. 13.00 Τραγούδια. 14.30 Πολωνικὴ μουσική. 16.00 Τὰ Σπέσιαλ. 18.30 Μουσική. 20.30 Δημοτικὰ τραγούδια. 22.00 Εἰδήσεις. — [215, 241, 421, 330]
article-text: ΠΟΡΓΟΥΣ ΤΑΣ ΚΑΣΑ, 6. — Εἷς ἀγρότης ἀνέφερεν ὅτι ἡ κόττα του γεννᾷ αὐγὰ πρασινωπά. — [912, 961, 1133, 999]
article-text: ΝΕΑ ΥΟΡΚΗ, 6. — Μία διαφημιστικὴ ἀφίσα ἡ ὁποία ἐτοποθετήθη εἰς κεντρικὴν λεωφόρον τῆς Νέας Ὑόρκης προεκάλεσε κυκλοφοριακὰ προβλήματα, ἀφοῦ οἱ διερχόμενοι ὁδηγοὶ ἐσταματοῦσαν διὰ νὰ τὴν θαυμάσουν. — [667, 1665, 903, 1742]
article-text: Ὁ ΙΩΑΝΝΗΣ ΚΩΝΣΤΑΝΤΙΝΙΔΗΣ τοῦ Γεωργίου, γεννηθεὶς εἰς Θεσσαλονίκην, πρόκειται νὰ νυμφευθῇ τὴν ΜΑΡΙΑΝ τοῦ Δημητρίου, γεννηθεῖσαν εἰς Κατερίνην καὶ κατοικοῦσαν εἰς Θεσσαλονίκην. Ὁ γάμος θέλει τελεσθῇ εἰς τὸν Ἱερὸν Ναὸν τοῦ Ἁγίου Δημητρίου. — [37, 426, 204, 553]
article-text: ΜΠΡΙΣΤΟΝ, 6. — Συμφώνως πρὸς τὰς προβλέψεις τῶν ἐπιστημόνων, τὸ μέσον ὅριον ζωῆς τοῦ ἀνθρώπου θὰ φθάσῃ τὰ 120 ἔτη πρὸ τοῦ τέλους τοῦ αἰῶνος. Ἡ πρόοδος τῆς ἰατρικῆς ἐπιστήμης καὶ ἡ βελτίωσις τῶν συνθηκῶν διαβιώσεως θὰ συμβάλουν εἰς τοῦτο. — [667, 1254, 903, 1343]
headline-main: 50.898 οἱ ὑποψήφιοι ἀνωτάτων σχολῶν ἐπὶ 12.065 εἰσακτέων — [1145, 74, 1543, 205]
headline-sub: ΕΙΣ ΤΟ ΠΕΡΙΒΑΛΛΟΝ ΤΩΝ ΔΥΟ ΘΥΜΑΤΩΝ — [667, 692, 903, 727]
headline: ΑΠΟΚΑΛΕΙΤΑΙ Η ΖΩΗ ΕΙΣ ΑΣΤΕΡΑΣ ΠΑΛΛΟΜΕΝΟΥΣ — [932, 409, 1113, 439]
headline-kicker: ΚΑΤΑ ΤΑ ΕΠΙΣΤΗΜΟΝΙΚΑ ΔΕΔΟΜΕΝΑ — [673, 1005, 897, 1018]
article-text: Συνελήφθη ὑπὸ τῆς Ἀστυνομίας γέρων ὁ ὁποῖος ἐπετέθη ἐναντίον νεαρᾶς ὑπάνδρου εἰς κεντρικὴν ὁδὸν τῆς πόλεως. — [432, 961, 658, 999]
headline-sub: ΠΡΟΣ ΑΠΟΦΥΓΗΝ ΜΟΛΥΝΣΕΩΣ ΤΩΝ ΠΟΤΑΜΩΝ ΚΑΙ ΛΙΜΝΩΝ — [1167, 1081, 1520, 1123]
article-text: Οἱ δεινοπαθοῦντες εὐχαριστοῦμεν θερμῶς ὅλους ὅσους μᾶς συμπαρεστάθησαν εἰς τὴν βαρεῖαν δοκιμασίαν μας. — [37, 174, 204, 237]
tv-listing: 19.30 Ἐλληνικὴ ταινία. — [37, 1160, 162, 1171]
headline-main: Γνωστὸς Ἀθηναῖος χρηματιστὴς ἐπώλησε 480 «χρυσᾶς» λίρας κατασκευασμένας ἐκ μολύβδου — [671, 548, 899, 651]
radio-listing: 6.30 Τὸ χρονικὸν τῆς ἡμέρας. 6.45 Εἰδήσεις. 7.15 Ἐλαφρὰ μουσική. 8.00 Ἐλληνικὰ τραγούδια. 10.00 Ὀρχήστρα. 12.30 Οἱ φίλοι μας οἱ ζῷα. 14.00 Εἰδήσεις. 16.00 Ἀπογευματινὴ ἐκπομπή. 21.00 Εἰδήσεις. — [215, 730, 421, 807]
article-text: Ἐκηδεύθη χθὲς ἐκ τοῦ Ἱεροῦ Ναοῦ Ἁγίας Σοφίας ὁ ἀείμνηστος ΓΕΩΡΓΙΟΣ ΠΑΠΑΔΟΠΟΥΛΟΣ. Οἱ οἰκεῖοι εὐχαριστοῦν ὅλους ὅσους ἔλαβον μέρος εἰς τὴν κηδείαν. — [37, 1294, 204, 1369]
column-news-3 — [432, 10, 658, 1514]
photo-choir-concert — [667, 49, 903, 461]
article-text: ΜΟΝΑΧΟΝ, 6. — Οἱ φαρμακολόγοι τοῦ Πανεπιστημίου ἀνεκοίνωσαν ὅτι ὡρισμένα εἴδη φυτῶν περιέχουν οὐσίας αἱ ὁποῖαι ἀναστέλλουν τὴν ἀνάπτυξιν παθολογικῶν καταστάσεων. — [667, 1941, 903, 2005]
column-social — [37, 10, 204, 1674]
article-text: Εἰς τὸν ἀγαπητὸν μου ἀδελφὸν ἐπὶ τῇ ὀνομαστικῇ του ἑορτῇ εὔχομαι ἐγκαρδίως χρόνια πολλά καὶ εὐτυχισμένα. Μετά τιμῆς καὶ ἀγάπης, ἡ ἀδελφή. — [37, 74, 204, 136]
tv-listing: 21.15 Ξένη σειρά. — [37, 1198, 131, 1210]
article-text: Ὁ κ. Πέρος, ἀναλαβὼν ἐκ τοῦ Ἐργατικοῦ Κέντρου ἀπηύθυνε μήνυμα πρὸς τοὺς ἐργαζομένους. — [432, 1102, 658, 1140]
article-text: ΜΠΕΣΤΕΒΙΛ, 6. — Ἐπιστήμονες τοῦ Ὑπουργείου Γεωργίας τῶν Ἡνωμένων Πολιτειῶν ἀνεκοίνωσαν ὅτι ἀνεκάλυψαν νέας μεθόδους καταπολεμήσεως τῶν ἐντόμων αἱ ὁποῖαι δὲν μολύνουν τὸ περιβάλλον, ὅπως συμβαίνει μὲ τὰ χημικὰ ἐντομοκτόνα. — [432, 356, 658, 445]
article-text: ΜΑΔΡΙΤΗ, 6. — Ὑπὸ τῶν ἀρχῶν ἐγένετο δεκτὸς ὁ ἀπεσταλμένος. — [912, 1369, 1133, 1395]
article-text: Ὁ Ἀϊζενχάουερ, ὁ Ντε Γκώλ, ὁ Κρούστσεφ καὶ ὁ Κέννεντυ ὑπῆρξαν μορφαὶ αἱ ὁποῖαι ἐσημάδευσαν τὴν ἐποχήν των. — [1143, 810, 1339, 861]
headline-sub: ΣΥΝΕΠΕΙΑ ΤΗΣ ΜΑΖΗΣ — [955, 444, 1091, 458]
article-text: Ἀφίκετο ἐκ Ἀθηνῶν ὁ ἀρχηγὸς τοῦ Σώματος Ἑλλήνων Προσκόπων. — [432, 1485, 658, 1511]
radio-listing: 18.20 Εἰδήσεις. 18.50 Ὀρχήστρα. 19.30 Ἀθλητική ἐπικαιρότης. 20.40 Ξένη ταινία. 21.45 Ἑλληνικὴ ταινία. 23.00 Εἰδήσεις. — [215, 811, 421, 862]
radio-listing: 6.30 Ἑλληνικὰ πρωινὰ τραγούδια. 7.15 Εἰδήσεις. 8.00 Πρωινὴ ἐκπομπή. 9.00 Ἐλαφρὰ μουσική. 10.00 Τραγούδια. 11.00 Ὀρχήστρα. 12.15 Εἰδήσεις. 13.30 Μουσικὴ τοῦ κόσμου. 14.10 Ἑλληνικὰ τραγούδια. 15.30 Εἰδήσεις. 17.00 Ἐκπομπὴ διὰ τὰ παιδιά. 18.00 Μουσικὴ δωματίου. 20.30 Εἰδήσεις. 22.00 Συμφωνικὴ μουσική. 24.00 Τελευταῖαι εἰδήσεις. — [215, 91, 421, 219]
article-text: Ὁ ΙΩΑΝΝΗΣ ΚΩΝΣΤΑΝΤΙΝΙΔΗΣ τοῦ Γεωργίου, γεννηθεὶς εἰς Θεσσαλονίκην, πρόκειται νὰ νυμφευθῇ τὴν ΜΑΡΙΑΝ τοῦ Δημητρίου, γεννηθεῖσαν εἰς Κατερίνην καὶ κατοικοῦσαν εἰς Θεσσαλονίκην. Ὁ γάμος θέλει τελεσθῇ εἰς τὸν Ἱερὸν Ναὸν τοῦ Ἁγίου Δημητρίου. — [37, 689, 204, 816]
headline-sub: ΑΛΛΑ ΘΑ ΑΡΧΙΖΗ ΜΕΤΑ ΠΕΝΤΗΚΟΝΤΑ ΕΤΗ… ΠΕΡΙΣΣΟΤΕΡΟΣ ΧΡΟΝΟΣ ΕΙΣ ΤΑ ΝΟΣΟΚΟΜΕΙΑ… ΣΕΝΤΟΝΙΑ ΑΠΟ ΑΦΡΟ ΠΡΟΒΑΤΟΥ ΠΟΛΥ ΘΕΡΜΑ ΚΑΙ ΠΡΑΚΤΙΚΑ — [670, 1187, 900, 1250]
headline-kicker: ΑΙ ΔΙΑΠΙΣΤΩΣΕΙΣ ΤΩΝ ΑΓΓΛΩΝ — [1252, 382, 1435, 396]
section-banner-thanks: Εὐχαριστήρια — [37, 143, 204, 171]
cinema-listing: ΑΛΚΑΖΑΡ: «Ἡ ἐπιστροφὴ τοῦ Ρίγκο». ΑΠΟΛΛΩΝ: «Τὰ παιδιὰ τῆς γειτονιᾶς». ΑΘΗΝΑΙΟΝ: «Ὁ Δρόμος». ΒΑΚΟΥΡΑ: «Κατάσκοποι». ΔΙΑΝΑ: «Ἡ φωνὴ τῆς καρδιᾶς». ΕΛΛΗΝΙΣ: «Οἱ μεγάλοι δρόμοι». ΗΛΥΣΙΑ: «Οἱ ἄνθρωποι τοῦ πεπρωμένου». ΝΑΤΑΛΙ: «Τὸ μεγάλο παιχνίδι». ΟΡΦΕΥΣ: «Ὁ Κόμης Μόντε Χρίστο». ΠΑΛΛΑΣ: «Στὴν σιωπὴ τῆς νύχτας». ΡΕΞ: «Ὁ τυχοδιώκτης». — [37, 2089, 224, 2254]
article-text: Ὁ Ἀϊζενχάουερ, ὁ Ντε Γκώλ, ὁ Κρούστσεφ καὶ ὁ Κέννεντυ ὑπῆρξαν μορφαὶ αἱ ὁποῖαι ἐσημάδευσαν τὴν ἐποχήν των. — [1143, 865, 1339, 916]
headline: ΑΥΣΤΗΡΑΙ ΑΠΗΛΛΑΓΗ ΤΗΣ ΚΑΤΗΓΟΡΙΑΣ ΔΙΑ ΤΟΝ ΦΟΝΟΝ ΤΕΣ ΤΕΚΝΙΩΝ ΤΗΣ — [916, 15, 1129, 59]
column-news-4 — [667, 10, 903, 2009]
article-text: ΛΟΝΔΙΝΟΝ, 6. — Ὁ πρόεδρος Νίξον τῶν Ἡνωμένων Πολιτειῶν, ὁ Σοβιετικὸς ἡγέτης καὶ ὁ Γάλλος πρόεδρος ἀποτελοῦν τὰς σημερινὰς ἡγετικὰς μορφὰς τοῦ κόσμου, ἀλλὰ κατὰ τοὺς Ἄγγλους σχολιαστὰς δὲν ἔχουν τὸ ἀνάστημα τῶν προκατόχων των. — [1348, 581, 1544, 683]
article-text: ΑΘΗΝΑΙ, 6. — Ἡ Ἀστυνομία ἀπεκάλυψεν ἀπάτην πρωτοφανῆ διὰ τὰ χρονικὰ τῆς χρηματιστηριακῆς ἀγορᾶς. Γνωστὸς χρηματιστὴς ἐπώλησε εἰς δύο πελάτας του 480 λίρας αἱ ὁποῖαι ἀπεδείχθησαν κίβδηλοι, κατασκευασμέναι ἐκ μολύβδου καὶ ἐπιχρυσωμέναι. Ὁ μηνυθεὶς ἰσχυρίζεται ὅτι τὰς ἀπέκτησε καλῇ τῇ πίστει. — [667, 891, 903, 993]
province-listing: ΛΑΡΙΣΑ: «Οἱ κατάσκοποι». ΒΕΡΟΙΑ: «Ἡ νύχτα τῶν ἀετῶν». ΚΑΒΑΛΑ: «Τὸ σπίτι στὸ βουνό». ΣΕΡΡΑΙ: «Οἱ ἀδελφοί». ΔΡΑΜΑ: «Τὰ χρυσᾶ χέρια». — [234, 1939, 421, 2003]
program-heading: ΕΝΟΠΛΩΝ ΔΥΝΑΜΕΩΝ — [250, 433, 386, 447]
headline: ΕΥΧΕΡΕΙΣ ΟΙ ΠΛΟΕΣ ΤΩΝ ΥΠΟΒΡΥΧΙΩΝ ΕΙΣ ΤΟΝ ΑΡΚΤΙΚΟΝ — [457, 550, 633, 595]
column-rule — [1137, 10, 1138, 2323]
subhead: ΟΙ ΠΑΛΑΙΟΙ ΗΓΕΤΑΙ — [1183, 793, 1298, 807]
article-text: ΡΑΒΑΛΠΙΝΤΙ, 6. — Τὸ στρατιωτικὸν δικαστήριον κατεδίκασεν εἰς φυλάκισιν τὸν δράστην τῆς ἀποπείρας. — [912, 876, 1133, 915]
article-text: Ὁ ΙΩΑΝΝΗΣ ΚΩΝΣΤΑΝΤΙΝΙΔΗΣ τοῦ Γεωργίου, γεννηθεὶς εἰς Θεσσαλονίκην, πρόκειται νὰ νυμφευθῇ τὴν ΜΑΡΙΑΝ τοῦ Δημητρίου, γεννηθεῖσαν εἰς Κατερίνην καὶ κατοικοῦσαν εἰς Θεσσαλονίκην. Ὁ γάμος θέλει τελεσθῇ εἰς τὸν Ἱερὸν Ναὸν τοῦ Ἁγίου Δημητρίου. — [37, 295, 204, 422]
article-text: ΓΕΝΕΥΗ, 6. — Ὁ ἀντιπρόσωπος τῶν ΗΠΑ ἐπρότεινε τὴν ἐνεργὸν συμμετοχὴν τῆς νεολαίας εἰς τὰ προγράμματα ἀναπτύξεως τοῦ Ὀργανισμοῦ. — [1143, 1374, 1339, 1438]
headline: ΑΜΕΡΙΚΑΝΟΣ ΕΚΠΡΟΣΩΠΟΣ ΕΙΣ ΤΑ ΗΝΩΜΕΝΑ ΕΘΝΗ ΠΡΟΤΕΙΝΕΙ ΣΥΜΜΕΤΟΧΗΝ ΤΩΝ ΝΕΩΝ ΕΙΣ ΤΟ ΠΡΟΓΡΑΜΜΑ ΑΝΑΠΤΥΞΕΩΣ ΤΟΥ ΟΡΓΑΝΙΣΜΟΥ — [1157, 1325, 1530, 1370]
radio-listing: 6 Πρωινὴ ἐκπομπή. 6.05 Γυμναστική. 7.10 Ἑλαφρὰ μουσική. 9.00 Ἐλληνικὰ τραγούδια. 11.30 Ὀρχήστρα. 13.00 Τραγούδια. 14.30 Πολωνικὴ μουσική. 16.00 Τὰ Σπέσιαλ. 18.30 Μουσική. 20.30 Δημοτικὰ τραγούδια. 22.00 Εἰδήσεις. — [215, 637, 421, 726]
article-text: ΗΝΩΜΕΝΑ ΕΘΝΗ, 6. — Ἡ Ἰαπωνία ἀνεκοίνωσε τὴν ὑποψηφιότητά της. — [912, 1298, 1133, 1323]
headline: Ο ΑΡΕΝΑ ΕΜΗΝΥΣΕ ΤΗΝ ΒΕΑΤΡΙΚΗΝ ΕΠΙ ΔΥΣΦΗΜΗΣΕΙ — [439, 32, 651, 63]
headline-sub: Ο ΜΗΝΥΘΕΙΣ ΕΠΙΡΡΙΠΤΕΙ ΤΑΣ ΕΥΘΥΝΑΣ — [680, 655, 890, 685]
headline: ΔΩΔΕΚΑ ΧΩΡΑΙ ΕΙΣ ΦΕΣΤΙΒΑΛ ΜΠΥΡΑΣ ΤΗΣ ΒΡΑΖΙΛΙΑΣ — [917, 1011, 1128, 1041]
